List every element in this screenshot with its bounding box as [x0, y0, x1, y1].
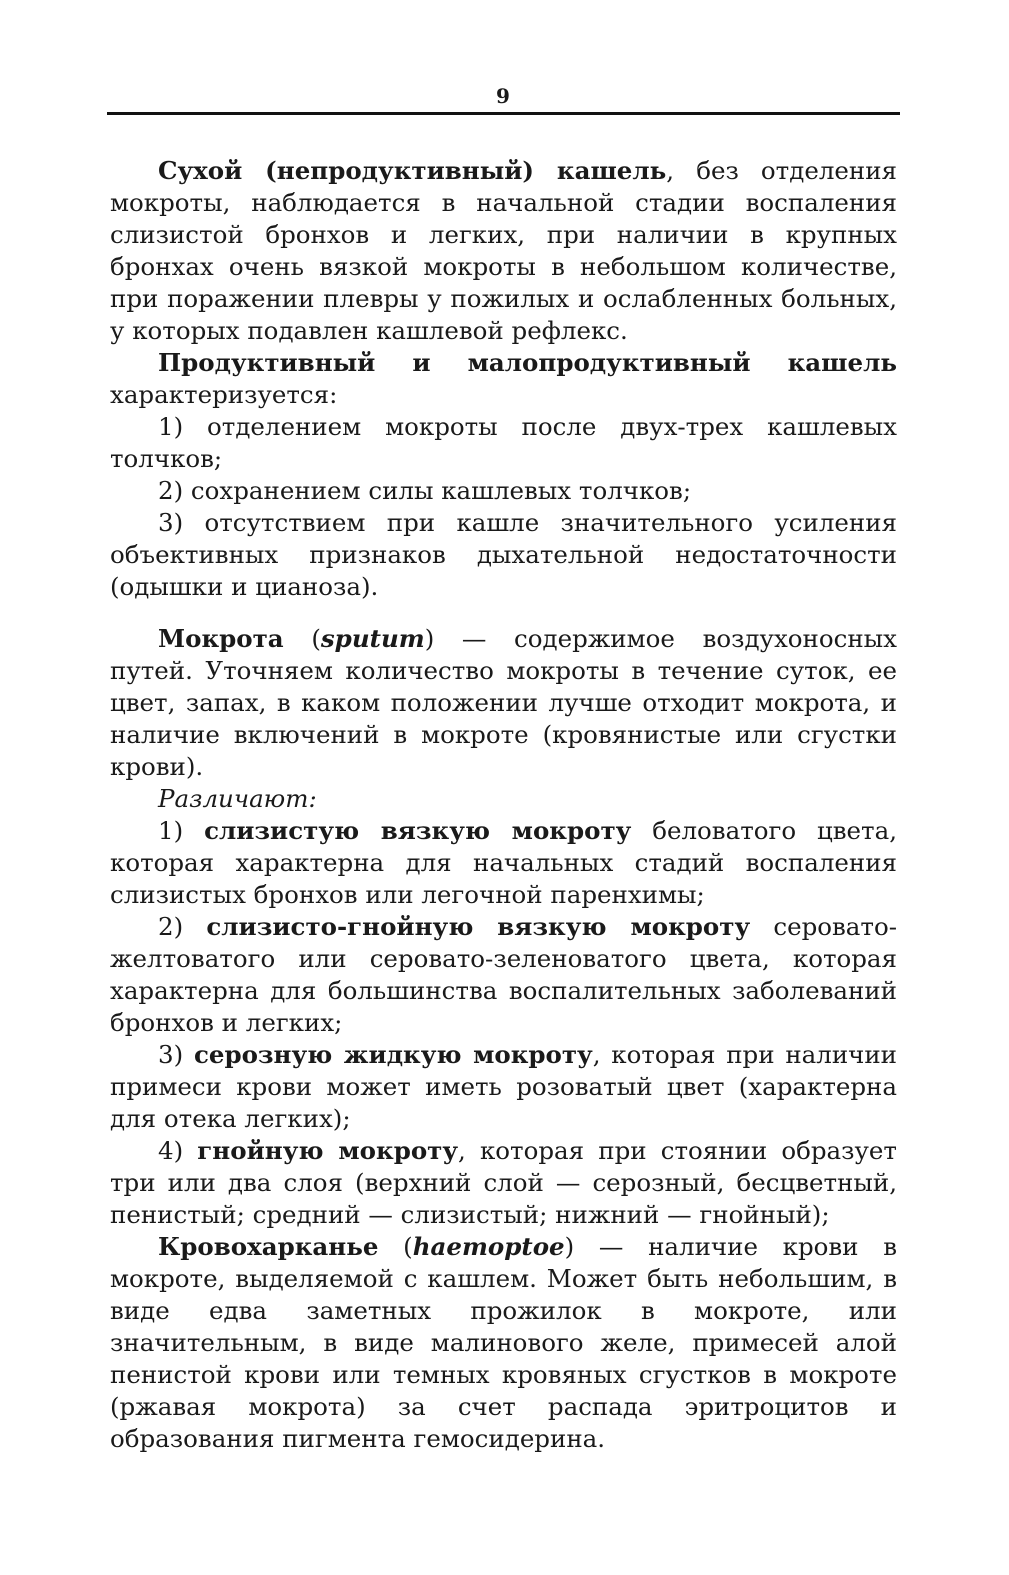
list-item: 2) слизисто-гнойную вязкую мокроту серовато-желтоватого или серовато-зеленоватого цвета, которая характерна для большинства воспалительных заболеваний бронхов и легких;	[110, 912, 897, 1037]
list-item: 1) слизистую вязкую мокроту беловатого цвета, которая характерна для начальных стадий воспаления слизистых бронхов или легочной паренхимы;	[110, 816, 898, 909]
term-hemoptysis: Кровохарканье	[158, 1232, 379, 1261]
distinguish-label: Различают:	[158, 784, 317, 813]
paragraph-productive-cough: Продуктивный и малопродуктивный кашель характеризуется:	[110, 348, 897, 409]
section-gap	[110, 603, 897, 623]
latin-hemoptysis: haemoptoe	[412, 1232, 565, 1261]
list-item: 4) гнойную мокроту, которая при стоянии образует три или два слоя (верхний слой — серозный, бесцветный, пенистый; средний — слизистый; нижний — гнойный);	[110, 1136, 897, 1229]
list-item: 2) сохранением силы кашлевых толчков;	[158, 476, 692, 505]
paragraph-hemoptysis: Кровохарканье (haemoptoe) — наличие крови в мокроте, выделяемой с кашлем. Может быть небольшим, в виде едва заметных прожилок в мокроте, или значительным, в виде малинового желе, примесей алой пенистой крови или темных кровяных сгустков в мокроте (ржавая мокрота) за счет распада эритроцитов и образования пигмента гемосидерина.	[110, 1232, 897, 1453]
latin-sputum: sputum	[320, 624, 425, 653]
term-productive-cough: Продуктивный и малопродуктивный кашель	[158, 348, 897, 377]
list-item: 3) серозную жидкую мокроту, которая при наличии примеси крови может иметь розоватый цвет (характерна для отека легких);	[110, 1040, 898, 1133]
term-dry-cough: Сухой (непродуктивный) кашель	[158, 156, 667, 185]
page-content	[110, 155, 897, 1455]
paragraph-dry-cough: Сухой (непродуктивный) кашель, без отделения мокроты, наблюдается в начальной стадии воспаления слизистой бронхов и легких, при наличии в крупных бронхах очень вязкой мокроты в небольшом количестве, при поражении плевры у пожилых и ослабленных больных, у которых подавлен кашлевой рефлекс.	[110, 156, 897, 345]
term-sputum: Мокрота	[158, 624, 284, 653]
paragraph-sputum: Мокрота (sputum) — содержимое воздухоносных путей. Уточняем количество мокроты в течение суток, ее цвет, запах, в каком положении лучше отходит мокрота, и наличие включений в мокроте (кровянистые или сгустки крови).	[110, 624, 897, 781]
header-rule	[107, 112, 900, 115]
list-item: 1) отделением мокроты после двух-трех кашлевых толчков;	[110, 412, 897, 473]
page-number: 9	[496, 84, 510, 108]
list-item: 3) отсутствием при кашле значительного усиления объективных признаков дыхательной недостаточности (одышки и цианоза).	[110, 508, 897, 601]
